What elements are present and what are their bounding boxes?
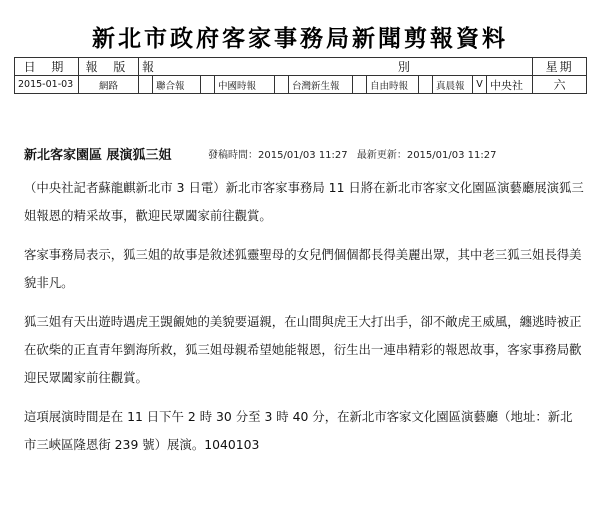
paper-mark — [275, 76, 289, 94]
article-paragraph: 狐三姐有天出遊時遇虎王覬覦她的美貌要逼親，在山間與虎王大打出手，卻不敵虎王威風，纏逃時被正在砍柴的正直青年劉海所救，狐三姐母親希望她能報恩，衍生出一連串精彩的報恩故事，客家事務局歡迎民眾闔家前往觀賞。 — [24, 314, 582, 385]
paper-mark — [139, 76, 153, 94]
date-header: 日 期 — [15, 58, 79, 76]
date-value: 2015-01-03 — [15, 76, 79, 94]
article-headline: 新北客家園區 展演狐三姐 — [24, 148, 172, 163]
table-value-row — [15, 76, 587, 94]
updated-time: 最新更新：2015/01/03 11:27 — [356, 150, 497, 161]
paper-mark — [201, 76, 215, 94]
section-header: 報 版 — [79, 58, 139, 76]
paper-mark — [419, 76, 433, 94]
article-paragraph: 這項展演時間是在 11 日下午 2 時 30 分至 3 時 40 分，在新北市客家文化園區演藝廳（地址：新北市三峽區隆恩街 239 號）展演。1040103 — [24, 409, 573, 452]
article-paragraph: 客家事務局表示，狐三姐的故事是敘述狐靈聖母的女兒們個個都長得美麗出眾，其中老三狐三姐長得美貌非凡。 — [24, 247, 582, 290]
paper-name: 台灣新生報 — [289, 76, 353, 94]
article-timestamps — [208, 146, 496, 161]
paper-mark — [353, 76, 367, 94]
paper-name: 中國時報 — [215, 76, 275, 94]
paper-mark-checked: V — [473, 76, 487, 94]
article-paragraph: （中央社記者蘇龍麒新北市 3 日電）新北市客家事務局 11 日將在新北市客家文化園區演藝廳展演狐三姐報恩的精采故事，歡迎民眾闔家前往觀賞。 — [24, 180, 584, 223]
paper-name: 自由時報 — [367, 76, 419, 94]
published-time: 發稿時間：2015/01/03 11:27 — [208, 150, 348, 161]
paper-name: 聯合報 — [153, 76, 201, 94]
article-body — [24, 174, 584, 470]
table-header-row — [15, 58, 587, 76]
paper-header: 報 別 — [139, 58, 533, 76]
document-title: 新北市政府客家事務局新聞剪報資料 — [92, 25, 508, 52]
section-value: 網路 — [79, 76, 139, 94]
weekday-value: 六 — [533, 76, 587, 94]
paper-name: 真晨報 — [433, 76, 473, 94]
clipping-info-table — [14, 57, 587, 94]
paper-name: 中央社 — [487, 76, 533, 94]
weekday-header: 星期 — [533, 58, 587, 76]
